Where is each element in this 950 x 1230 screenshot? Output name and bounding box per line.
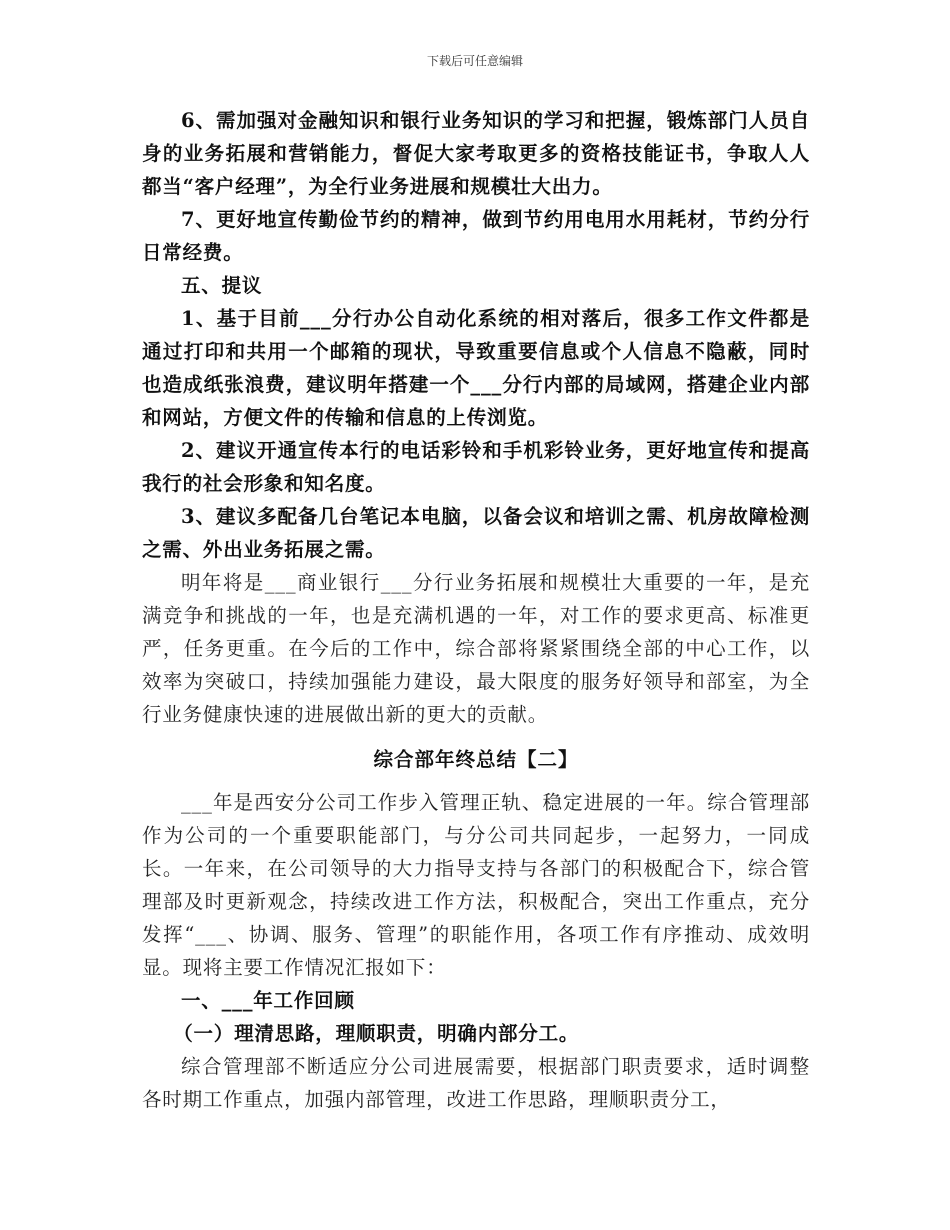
- section-title: 综合部年终总结【二】: [373, 748, 579, 771]
- section-heading-proposals: 五、提议: [181, 274, 263, 297]
- proposal-3-paragraph: 3、建议多配备几台笔记本电脑，以备会议和培训之需、机房故障检测之需、外出业务拓展之需。: [142, 505, 810, 561]
- section-heading-review: 一、___年工作回顾: [181, 989, 355, 1012]
- proposal-2-paragraph: 2、建议开通宣传本行的电话彩铃和手机彩铃业务，更好地宣传和提高我行的社会形象和知名度。: [142, 439, 810, 495]
- item-7-paragraph: 7、更好地宣传勤俭节约的精神，做到节约用电用水用耗材，节约分行日常经费。: [142, 208, 810, 264]
- intro-paragraph: ___年是西安分公司工作步入管理正轨、稳定进展的一年。综合管理部作为公司的一个重要职能部门，与分公司共同起步，一起努力，一同成长。一年来，在公司领导的大力指导支持与各部门的积极配合下，综合管理部及时更新观念，持续改进工作方法，积极配合，突出工作重点，充分发挥“___、协调、服务、管理”的职能作用，各项工作有序推动、成效明显。现将主要工作情况汇报如下：: [142, 791, 810, 979]
- body-paragraph: 综合管理部不断适应分公司进展需要，根据部门职责要求，适时调整各时期工作重点，加强内部管理，改进工作思路，理顺职责分工，: [142, 1055, 810, 1111]
- page-header: 下载后可任意编辑: [426, 54, 523, 68]
- proposal-1-paragraph: 1、基于目前___分行办公自动化系统的相对落后，很多工作文件都是通过打印和共用一个邮箱的现状，导致重要信息或个人信息不隐蔽，同时也造成纸张浪费，建议明年搭建一个___分行内部的局域网，搭建企业内部和网站，方便文件的传输和信息的上传浏览。: [142, 307, 810, 429]
- item-6-paragraph: 6、需加强对金融知识和银行业务知识的学习和把握，锻炼部门人员自身的业务拓展和营销能力，督促大家考取更多的资格技能证书，争取人人都当“客户经理”，为全行业务进展和规模壮大出力。: [142, 109, 810, 198]
- closing-paragraph: 明年将是___商业银行___分行业务拓展和规模壮大重要的一年，是充满竞争和挑战的一年，也是充满机遇的一年，对工作的要求更高、标准更严，任务更重。在今后的工作中，综合部将紧紧围绕全部的中心工作，以效率为突破口，持续加强能力建设，最大限度的服务好领导和部室，为全行业务健康快速的进展做出新的更大的贡献。: [142, 571, 810, 726]
- subheading-clarify-duties: （一）理清思路，理顺职责，明确内部分工。: [173, 1022, 580, 1045]
- document-body: [142, 104, 810, 1116]
